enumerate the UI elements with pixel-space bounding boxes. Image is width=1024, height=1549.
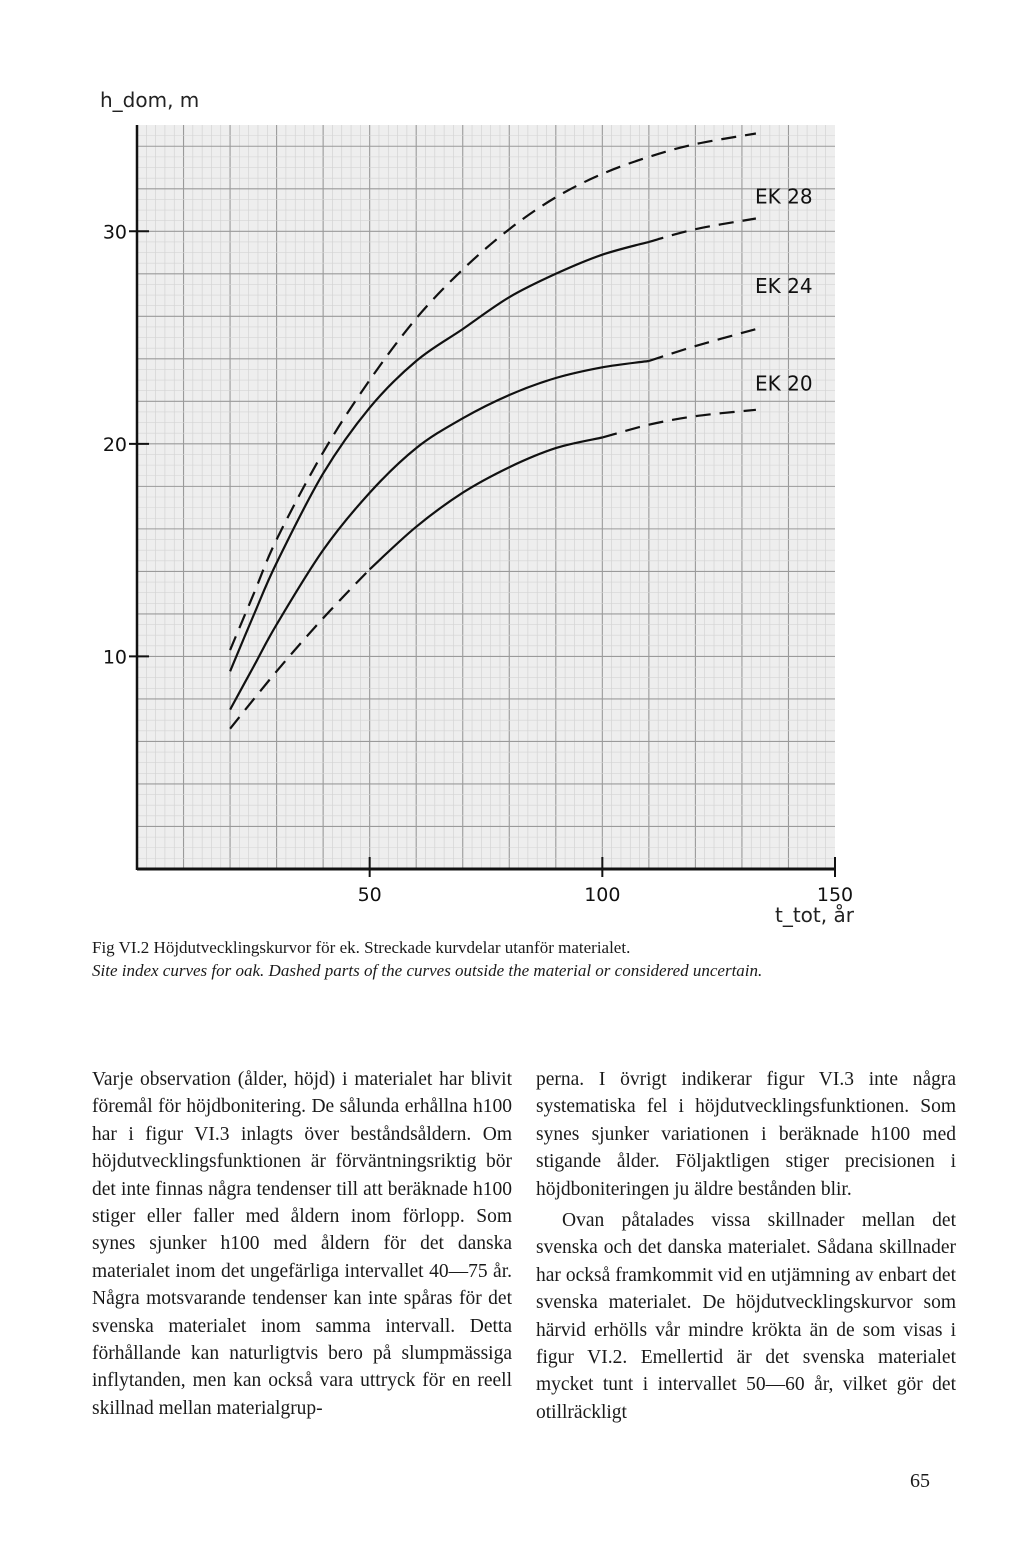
y-tick-label: 10 — [102, 646, 127, 669]
plot-area-shading — [137, 125, 835, 870]
curve-label: EK 28 — [755, 184, 813, 209]
paragraph: perna. I övrigt indikerar figur VI.3 inte några systematiska fel i höjdutvecklingsfunktionen. Som synes sjunker variationen i beräknade h100 med stigande ålder. Följaktligen stiger precisionen i höjdboniteringen ju äldre bestånden blir. — [536, 1069, 956, 1200]
x-tick-label: 150 — [816, 884, 854, 906]
caption-swedish: Fig VI.2 Höjdutvecklingskurvor för ek. Streckade kurvdelar utanför materialet. — [92, 938, 631, 957]
x-tick-label: 100 — [584, 884, 621, 906]
caption-english: Site index curves for oak. Dashed parts of the curves outside the material or considered uncertain. — [92, 961, 763, 980]
x-axis-title-text: t_tot, år — [775, 903, 854, 927]
x-tick-label: 50 — [357, 884, 382, 906]
right-column — [536, 1066, 956, 1426]
paragraph: Varje observation (ålder, höjd) i materialet har blivit föremål för höjdbonitering. De sålunda erhållna h100 har i figur VI.3 inlagts över beståndsåldern. Om höjdutvecklingsfunktionen är förväntningsriktig bör det inte finnas några tendenser till att beräknade h100 stiger eller faller med åldern inom förlopp. Som synes sjunker h100 med åldern för det danska materialet inom det ungefärliga intervallet 40—75 år. Några motsvarande tendenser kan inte spåras för det svenska materialet inom samma intervall. Detta förhållande kan naturligtvis bero på slumpmässiga inflytanden, men kan också vara uttryck för en reell skillnad mellan materialgrup- — [92, 1069, 512, 1419]
paragraph: Ovan påtalades vissa skillnader mellan det svenska och det danska materialet. Sådana skillnader har också framkommit vid en utjämning av enbart det svenska materialet. De höjdutvecklingskurvor som härvid erhölls vår mindre krökta än de som visas i figur VI.2. Emellertid är det svenska materialet mycket tunt i intervallet 50—60 år, vilket gör det otillräckligt — [536, 1210, 956, 1423]
left-column — [92, 1066, 512, 1422]
y-axis-title-text: h_dom, m — [100, 88, 200, 112]
y-tick-label: 30 — [102, 221, 127, 244]
curve-label: EK 20 — [755, 371, 813, 396]
x-axis-title — [775, 903, 854, 927]
y-tick-label: 20 — [102, 433, 127, 456]
curve-label: EK 24 — [755, 273, 813, 298]
figure-caption — [92, 936, 952, 982]
y-axis-title — [100, 88, 199, 112]
page-number: 65 — [910, 1470, 930, 1492]
